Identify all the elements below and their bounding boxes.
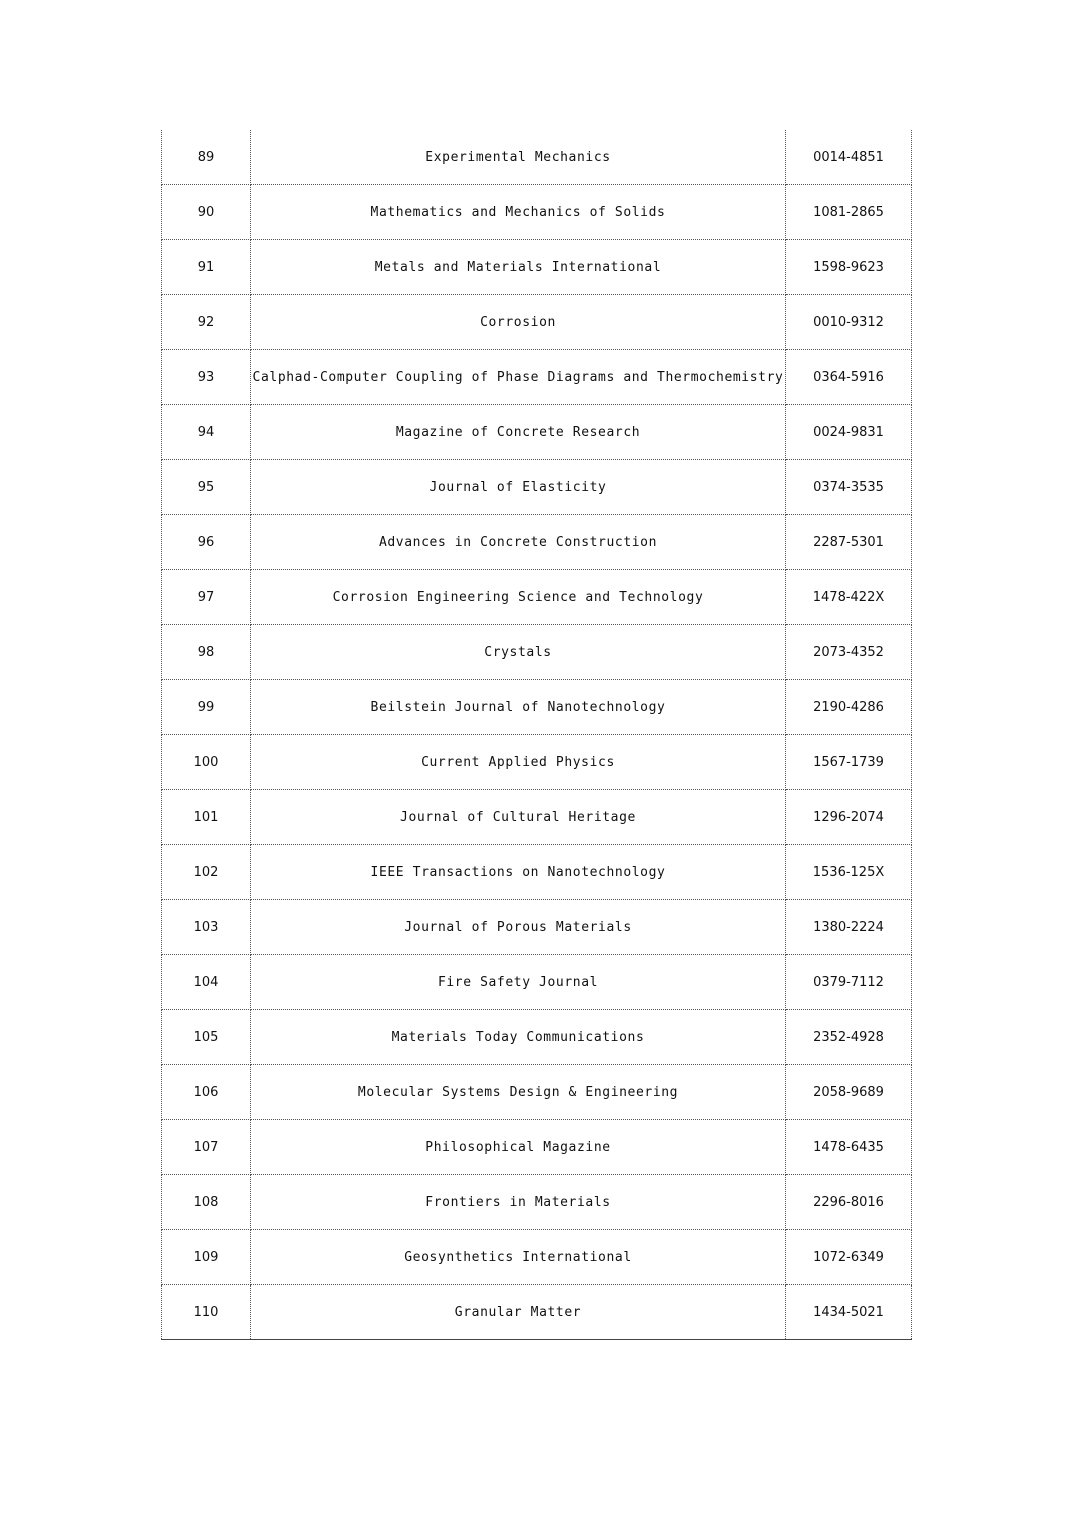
table-row xyxy=(162,900,912,955)
journal-issn: 1072-6349 xyxy=(786,1230,912,1285)
table-row xyxy=(162,1175,912,1230)
row-number: 91 xyxy=(162,240,251,295)
journal-title: Calphad-Computer Coupling of Phase Diagrams and Thermochemistry xyxy=(251,350,786,405)
row-number: 110 xyxy=(162,1285,251,1340)
journal-issn: 1598-9623 xyxy=(786,240,912,295)
row-number: 108 xyxy=(162,1175,251,1230)
row-number: 92 xyxy=(162,295,251,350)
journal-title: Materials Today Communications xyxy=(251,1010,786,1065)
table-row xyxy=(162,735,912,790)
journal-issn: 1434-5021 xyxy=(786,1285,912,1340)
row-number: 100 xyxy=(162,735,251,790)
journal-title: Mathematics and Mechanics of Solids xyxy=(251,185,786,240)
table-row xyxy=(162,1230,912,1285)
journal-issn: 2287-5301 xyxy=(786,515,912,570)
table-row xyxy=(162,515,912,570)
journal-title: Frontiers in Materials xyxy=(251,1175,786,1230)
journal-title: Granular Matter xyxy=(251,1285,786,1340)
row-number: 107 xyxy=(162,1120,251,1175)
journal-issn: 2352-4928 xyxy=(786,1010,912,1065)
table-row xyxy=(162,625,912,680)
journal-issn: 1296-2074 xyxy=(786,790,912,845)
table-row xyxy=(162,460,912,515)
table-row xyxy=(162,350,912,405)
journal-title: Experimental Mechanics xyxy=(251,130,786,185)
journal-title: Crystals xyxy=(251,625,786,680)
table-row xyxy=(162,680,912,735)
table-row xyxy=(162,185,912,240)
row-number: 93 xyxy=(162,350,251,405)
journal-issn: 1081-2865 xyxy=(786,185,912,240)
journal-issn: 2190-4286 xyxy=(786,680,912,735)
row-number: 102 xyxy=(162,845,251,900)
journal-issn: 2058-9689 xyxy=(786,1065,912,1120)
row-number: 90 xyxy=(162,185,251,240)
table-row xyxy=(162,1010,912,1065)
row-number: 95 xyxy=(162,460,251,515)
journal-title: Fire Safety Journal xyxy=(251,955,786,1010)
journal-title: Advances in Concrete Construction xyxy=(251,515,786,570)
row-number: 105 xyxy=(162,1010,251,1065)
journal-issn: 1478-6435 xyxy=(786,1120,912,1175)
row-number: 99 xyxy=(162,680,251,735)
journal-title: Corrosion xyxy=(251,295,786,350)
row-number: 94 xyxy=(162,405,251,460)
journal-issn: 0010-9312 xyxy=(786,295,912,350)
journal-title: Journal of Porous Materials xyxy=(251,900,786,955)
journal-issn: 0024-9831 xyxy=(786,405,912,460)
table-row xyxy=(162,130,912,185)
journal-issn: 1380-2224 xyxy=(786,900,912,955)
journal-title: Molecular Systems Design & Engineering xyxy=(251,1065,786,1120)
journal-title: Metals and Materials International xyxy=(251,240,786,295)
journal-issn: 0014-4851 xyxy=(786,130,912,185)
journal-title: Journal of Elasticity xyxy=(251,460,786,515)
table-row xyxy=(162,845,912,900)
journal-title: Beilstein Journal of Nanotechnology xyxy=(251,680,786,735)
journal-issn: 1478-422X xyxy=(786,570,912,625)
table-row xyxy=(162,790,912,845)
journal-title: Current Applied Physics xyxy=(251,735,786,790)
table-row xyxy=(162,955,912,1010)
journal-title: IEEE Transactions on Nanotechnology xyxy=(251,845,786,900)
journal-issn: 2296-8016 xyxy=(786,1175,912,1230)
journal-issn: 0364-5916 xyxy=(786,350,912,405)
row-number: 98 xyxy=(162,625,251,680)
journal-title: Geosynthetics International xyxy=(251,1230,786,1285)
journal-issn: 2073-4352 xyxy=(786,625,912,680)
row-number: 101 xyxy=(162,790,251,845)
journal-table xyxy=(161,130,912,1340)
row-number: 106 xyxy=(162,1065,251,1120)
table-row xyxy=(162,1065,912,1120)
table-row xyxy=(162,295,912,350)
table-row xyxy=(162,1285,912,1340)
row-number: 97 xyxy=(162,570,251,625)
row-number: 89 xyxy=(162,130,251,185)
row-number: 104 xyxy=(162,955,251,1010)
row-number: 109 xyxy=(162,1230,251,1285)
journal-title: Corrosion Engineering Science and Technology xyxy=(251,570,786,625)
table-row xyxy=(162,240,912,295)
journal-title: Journal of Cultural Heritage xyxy=(251,790,786,845)
table-row xyxy=(162,1120,912,1175)
table-row xyxy=(162,405,912,460)
row-number: 103 xyxy=(162,900,251,955)
journal-issn: 0379-7112 xyxy=(786,955,912,1010)
journal-issn: 1567-1739 xyxy=(786,735,912,790)
row-number: 96 xyxy=(162,515,251,570)
journal-title: Philosophical Magazine xyxy=(251,1120,786,1175)
journal-table-body xyxy=(162,130,912,1340)
journal-issn: 0374-3535 xyxy=(786,460,912,515)
journal-issn: 1536-125X xyxy=(786,845,912,900)
journal-title: Magazine of Concrete Research xyxy=(251,405,786,460)
table-row xyxy=(162,570,912,625)
